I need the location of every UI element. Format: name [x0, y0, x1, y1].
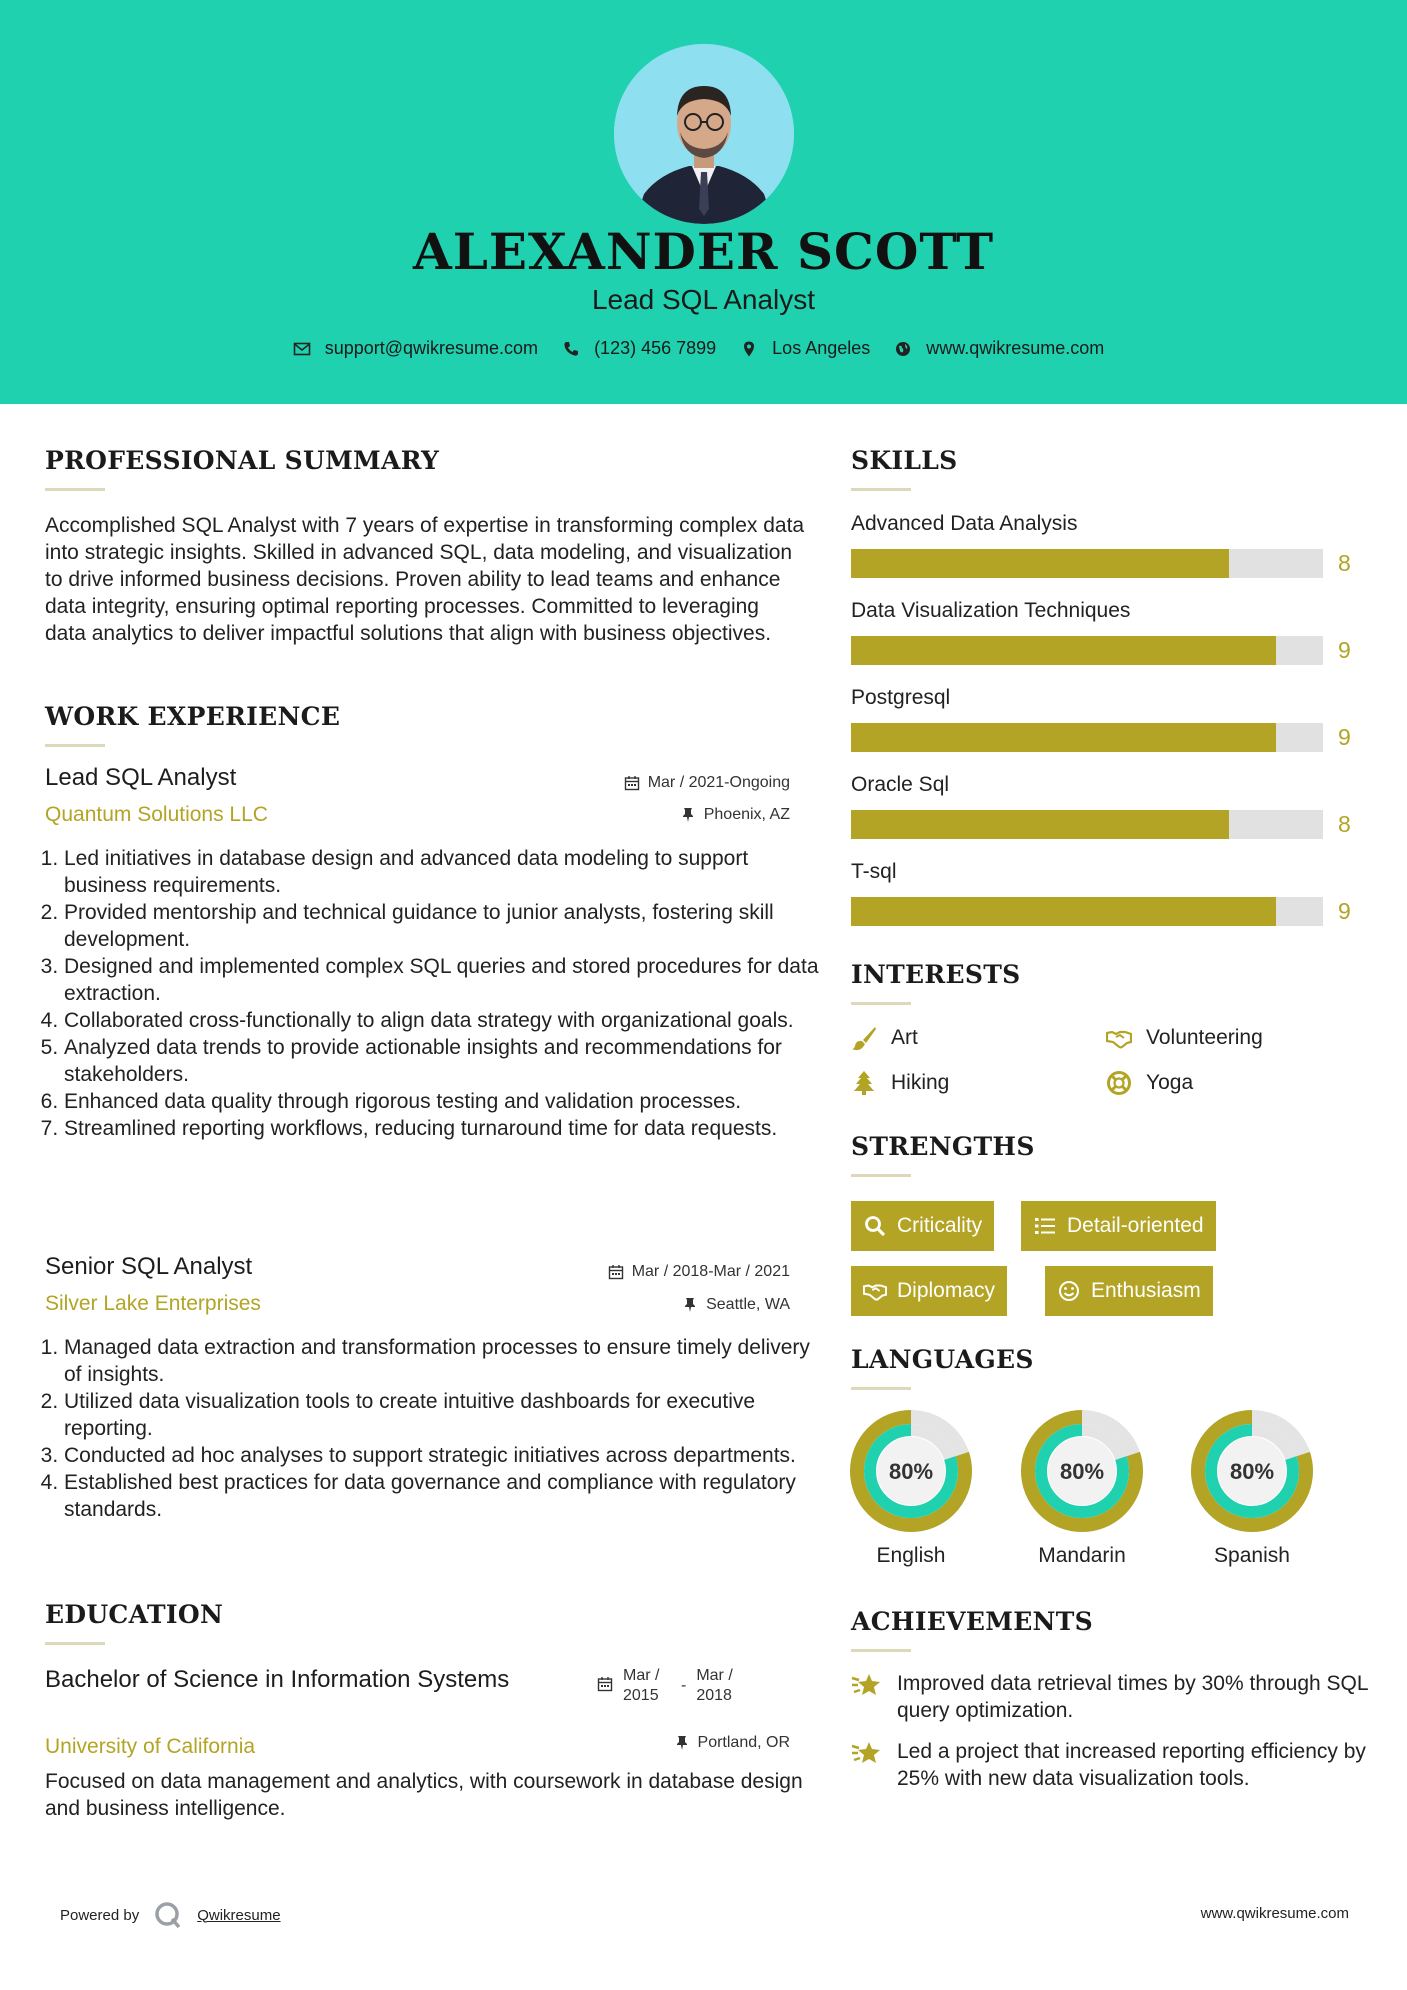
strength-enthusiasm	[1045, 1266, 1213, 1316]
education-dates	[597, 1666, 744, 1706]
qwikresume-logo-icon	[153, 1900, 183, 1930]
pushpin-icon	[682, 1297, 698, 1313]
education-underline	[45, 1642, 105, 1645]
phone-icon	[562, 340, 580, 358]
pushpin-icon	[674, 1735, 690, 1751]
strength-diplomacy-label: Diplomacy	[897, 1279, 996, 1302]
skill-level-value: 9	[1338, 637, 1351, 663]
skill-level-value: 9	[1338, 898, 1351, 924]
job-1-company: Quantum Solutions LLC	[45, 803, 268, 826]
language-name: Spanish	[1214, 1544, 1290, 1567]
education-degree: Bachelor of Science in Information Systems	[45, 1666, 510, 1693]
job-2-company: Silver Lake Enterprises	[45, 1292, 261, 1315]
contact-phone-text: (123) 456 7899	[594, 338, 717, 358]
contact-bar	[0, 338, 1407, 359]
language-gauge	[850, 1410, 972, 1532]
strengths-underline	[851, 1174, 911, 1177]
strength-detail-oriented-label: Detail-oriented	[1067, 1214, 1204, 1237]
skill-bar-track	[851, 810, 1323, 839]
brand-link[interactable]: Qwikresume	[197, 1906, 281, 1924]
education-description: Focused on data management and analytics, with coursework in database design and business intelligence.	[45, 1770, 803, 1820]
achievement-text: Led a project that increased reporting efficiency by 25% with new data visualization tools.	[897, 1740, 1366, 1790]
languages-underline	[851, 1387, 911, 1390]
languages-heading: LANGUAGES	[851, 1345, 1034, 1374]
job-1-item: 1. Led initiatives in database design and advanced data modeling to support business requirements.	[64, 845, 824, 899]
interest-art-label: Art	[891, 1026, 918, 1049]
experience-heading: WORK EXPERIENCE	[45, 702, 341, 731]
candidate-title: Lead SQL Analyst	[591, 284, 816, 315]
contact-phone[interactable]	[562, 338, 716, 359]
job-1-location-text: Phoenix, AZ	[703, 806, 790, 823]
calendar-icon	[624, 775, 640, 791]
pushpin-icon	[680, 807, 696, 823]
header-banner	[0, 0, 1407, 404]
footer-powered-by	[60, 1900, 281, 1930]
smile-icon	[1057, 1279, 1081, 1303]
skills-heading: SKILLS	[851, 446, 958, 475]
language-gauge	[1021, 1410, 1143, 1532]
strength-criticality	[851, 1201, 994, 1251]
language-percent: 80%	[1059, 1459, 1105, 1484]
strength-criticality-label: Criticality	[897, 1214, 983, 1237]
contact-website[interactable]	[894, 338, 1104, 359]
job-2-dates	[608, 1263, 790, 1281]
skill-level-value: 9	[1338, 724, 1351, 750]
job-2-responsibilities	[45, 1334, 824, 1523]
job-1-item: 4. Collaborated cross-functionally to align data strategy with organizational goals.	[64, 1007, 824, 1034]
lifebuoy-icon	[1106, 1070, 1132, 1096]
contact-email[interactable]	[293, 338, 538, 359]
education-start: Mar / 2015	[623, 1667, 660, 1704]
contact-location-text: Los Angeles	[772, 338, 871, 358]
job-2-location	[682, 1296, 790, 1314]
interest-art	[851, 1025, 918, 1051]
footer-website[interactable]: www.qwikresume.com	[1200, 1905, 1349, 1922]
search-icon	[863, 1214, 887, 1238]
job-2-location-text: Seattle, WA	[706, 1296, 790, 1313]
candidate-name: ALEXANDER SCOTT	[412, 222, 995, 281]
list-icon	[1033, 1214, 1057, 1238]
skills-underline	[851, 488, 911, 491]
contact-website-text: www.qwikresume.com	[926, 338, 1105, 358]
map-pin-icon	[740, 340, 758, 358]
education-location	[674, 1734, 790, 1752]
job-1-item: 7. Streamlined reporting workflows, reducing turnaround time for data requests.	[64, 1115, 824, 1142]
skill-bar-track	[851, 723, 1323, 752]
strength-detail-oriented	[1021, 1201, 1216, 1251]
contact-location	[740, 338, 870, 359]
interest-yoga-label: Yoga	[1146, 1071, 1194, 1094]
job-1-item: 2. Provided mentorship and technical guidance to junior analysts, fostering skill development.	[64, 899, 824, 953]
skill-bar-track	[851, 897, 1323, 926]
achievement-item	[851, 1670, 1371, 1724]
strengths-heading: STRENGTHS	[851, 1132, 1035, 1161]
envelope-icon	[293, 340, 311, 358]
skill-bar-fill	[851, 723, 1276, 752]
education-date-separator: -	[681, 1677, 687, 1694]
interest-volunteering	[1106, 1025, 1263, 1051]
language-percent: 80%	[1229, 1459, 1275, 1484]
skill-level-value: 8	[1338, 550, 1351, 576]
job-2-dates-text: Mar / 2018-Mar / 2021	[631, 1263, 790, 1280]
star-badge-icon	[851, 1668, 883, 1700]
job-1-location	[680, 806, 790, 824]
achievements-heading: ACHIEVEMENTS	[851, 1607, 1093, 1636]
education-location-text: Portland, OR	[697, 1734, 790, 1751]
skill-label: Advanced Data Analysis	[851, 512, 1078, 535]
education-heading: EDUCATION	[45, 1600, 224, 1629]
skill-bar-fill	[851, 549, 1229, 578]
skill-label: Postgresql	[851, 686, 951, 709]
job-1-title: Lead SQL Analyst	[45, 764, 237, 791]
summary-heading: PROFESSIONAL SUMMARY	[45, 446, 440, 475]
job-1-item: 5. Analyzed data trends to provide actionable insights and recommendations for stakeholders.	[64, 1034, 824, 1088]
education-end: Mar / 2018	[696, 1667, 733, 1704]
star-badge-icon	[851, 1736, 883, 1768]
language-percent: 80%	[888, 1459, 934, 1484]
profile-photo	[614, 44, 794, 224]
job-1-item: 3. Designed and implemented complex SQL queries and stored procedures for data extraction.	[64, 953, 824, 1007]
achievements-underline	[851, 1649, 911, 1652]
language-name: Mandarin	[1038, 1544, 1126, 1567]
powered-by-label: Powered by	[60, 1906, 140, 1924]
skill-label: Data Visualization Techniques	[851, 599, 1131, 622]
education-school: University of California	[45, 1735, 256, 1758]
achievement-text: Improved data retrieval times by 30% through SQL query optimization.	[897, 1672, 1368, 1722]
strength-enthusiasm-label: Enthusiasm	[1091, 1279, 1201, 1302]
job-1-item: 6. Enhanced data quality through rigorous testing and validation processes.	[64, 1088, 824, 1115]
interest-hiking	[851, 1070, 949, 1096]
language-gauge	[1191, 1410, 1313, 1532]
skill-label: T-sql	[851, 860, 897, 883]
interest-hiking-label: Hiking	[891, 1071, 950, 1094]
interest-yoga	[1106, 1070, 1193, 1096]
job-2-title: Senior SQL Analyst	[45, 1253, 253, 1280]
contact-email-text: support@qwikresume.com	[324, 338, 539, 358]
interests-heading: INTERESTS	[851, 960, 1021, 989]
skill-level-value: 8	[1338, 811, 1351, 837]
handshake-icon	[1106, 1025, 1132, 1051]
job-2-item: 1. Managed data extraction and transformation processes to ensure timely delivery of insights.	[64, 1334, 824, 1388]
summary-text: Accomplished SQL Analyst with 7 years of expertise in transforming complex data into strategic insights. Skilled in advanced SQL, data modeling, and visualization to drive informed business decisions. Proven ability to lead teams and enhance data integrity, ensuring optimal reporting processes. Committed to leveraging data analytics to deliver impactful solutions that align with business objectives.	[45, 514, 805, 645]
handshake-icon	[863, 1279, 887, 1303]
job-2-item: 2. Utilized data visualization tools to create intuitive dashboards for executive reporting.	[64, 1388, 824, 1442]
interest-volunteering-label: Volunteering	[1146, 1026, 1263, 1049]
globe-icon	[894, 340, 912, 358]
calendar-icon	[597, 1676, 613, 1692]
skill-bar-fill	[851, 897, 1276, 926]
interests-underline	[851, 1002, 911, 1005]
strength-diplomacy	[851, 1266, 1007, 1316]
paintbrush-icon	[851, 1025, 877, 1051]
achievement-item	[851, 1738, 1371, 1792]
tree-icon	[851, 1070, 877, 1096]
job-1-dates	[624, 774, 790, 792]
job-1-responsibilities	[45, 845, 824, 1142]
language-name: English	[876, 1544, 946, 1567]
job-2-item: 3. Conducted ad hoc analyses to support strategic initiatives across departments.	[64, 1442, 824, 1469]
skill-bar-fill	[851, 636, 1276, 665]
job-1-dates-text: Mar / 2021-Ongoing	[647, 774, 790, 791]
skill-bar-track	[851, 549, 1323, 578]
skill-label: Oracle Sql	[851, 773, 950, 796]
calendar-icon	[608, 1264, 624, 1280]
experience-underline	[45, 744, 105, 747]
summary-underline	[45, 488, 105, 491]
skill-bar-track	[851, 636, 1323, 665]
job-2-item: 4. Established best practices for data governance and compliance with regulatory standards.	[64, 1469, 824, 1523]
skill-bar-fill	[851, 810, 1229, 839]
